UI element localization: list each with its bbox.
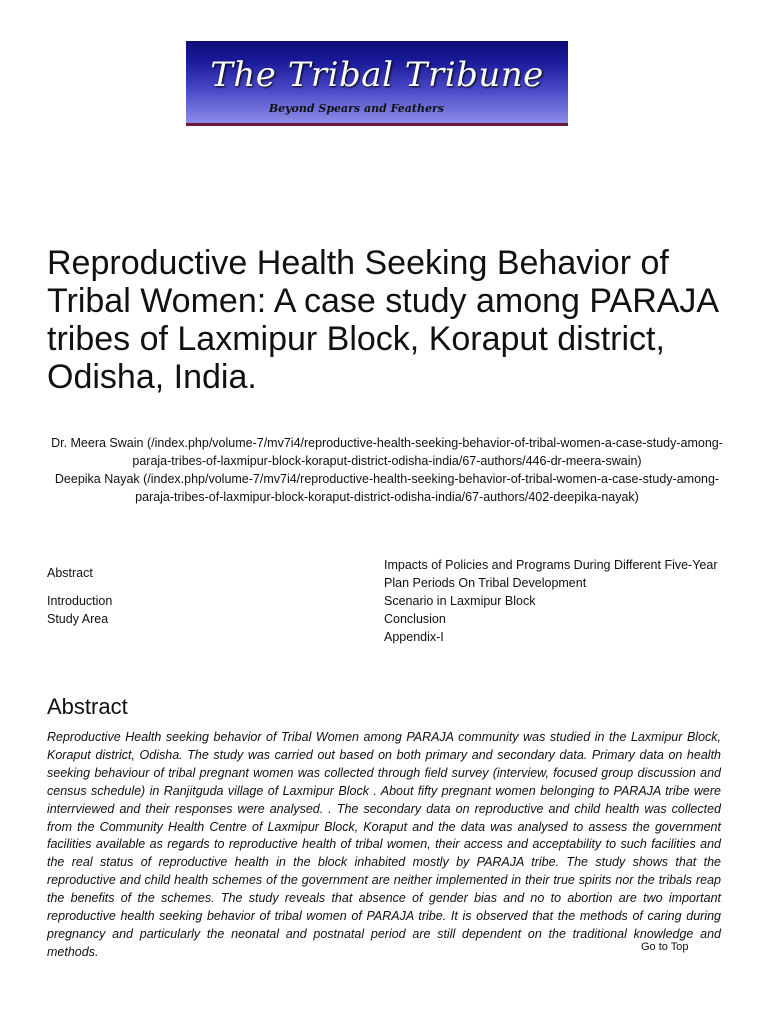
article-title: Reproductive Health Seeking Behavior of Tribal Women: A case study among PARAJA tribes of Laxmipur Block, Koraput district, Odisha, India. xyxy=(47,244,718,396)
toc-link-abstract[interactable]: Abstract xyxy=(47,566,93,580)
toc-link-appendix[interactable]: Appendix-I xyxy=(384,630,444,644)
author-entry[interactable] xyxy=(40,470,734,506)
site-banner[interactable] xyxy=(186,41,568,126)
toc-link-conclusion[interactable]: Conclusion xyxy=(384,612,446,626)
abstract-body: Reproductive Health seeking behavior of Tribal Women among PARAJA community was studied in the Laxmipur Block, Koraput district, Odisha. The study was carried out based on both primary and secondary data. Primary data on health seeking behaviour of tribal pregnant women was collected through field survey (interview, focused group discussion and census schedule) in Ranjitguda village of Laxmipur Block . About fifty pregnant women belonging to PARAJA tribe were interrviewed and their responses were analysed. . The secondary data on reproductive and child health was collected from the Community Health Centre of Laxmipur Block, Koraput and the data was analysed to assess the government facilities available as regards to reproductive health of tribal women, their access and acceptability to such facilities and the real status of reproductive health in the block inhabited mostly by PARAJA tribe. The study shows that the reproductive and child health schemes of the government are neither implemented in their true spirits nor the tribals reap the benefits of the schemes. The study reveals that absence of gender bias and no to abortion are two important reproductive health seeking behavior of tribal women of PARAJA tribe. It is observed that the methods of caring during pregnancy and particularly the neonatal and postnatal period are still dependent on the traditional knowledge and methods. xyxy=(47,730,721,959)
site-tagline: Beyond Spears and Feathers xyxy=(268,102,444,115)
toc-left-column xyxy=(47,564,112,628)
toc-link-impacts[interactable]: Impacts of Policies and Programs During Different Five-Year Plan Periods On Tribal Development xyxy=(384,558,718,590)
author-url-link[interactable]: (/index.php/volume-7/mv7i4/reproductive-health-seeking-behavior-of-tribal-women-a-case-study-among-paraja-tribes-of-laxmipur-block-koraput-district-odisha-india/67-authors/402-deepika-nayak) xyxy=(135,472,720,504)
toc-link-introduction[interactable]: Introduction xyxy=(47,594,113,608)
author-entry[interactable] xyxy=(40,434,734,470)
author-list xyxy=(40,434,734,506)
toc-link-study-area[interactable]: Study Area xyxy=(47,612,109,626)
author-name-link[interactable]: Deepika Nayak xyxy=(54,472,140,486)
site-logo-title: The Tribal Tribune xyxy=(210,55,544,95)
toc-right-column xyxy=(384,556,724,646)
author-url-link[interactable]: (/index.php/volume-7/mv7i4/reproductive-health-seeking-behavior-of-tribal-women-a-case-study-among-paraja-tribes-of-laxmipur-block-koraput-district-odisha-india/67-authors/446-dr-meera-swain) xyxy=(132,436,723,468)
toc-link-scenario[interactable]: Scenario in Laxmipur Block xyxy=(384,594,536,608)
author-name-link[interactable]: Dr. Meera Swain xyxy=(51,436,144,450)
abstract-heading: Abstract xyxy=(47,694,128,719)
go-to-top-link[interactable]: Go to Top xyxy=(641,941,689,953)
